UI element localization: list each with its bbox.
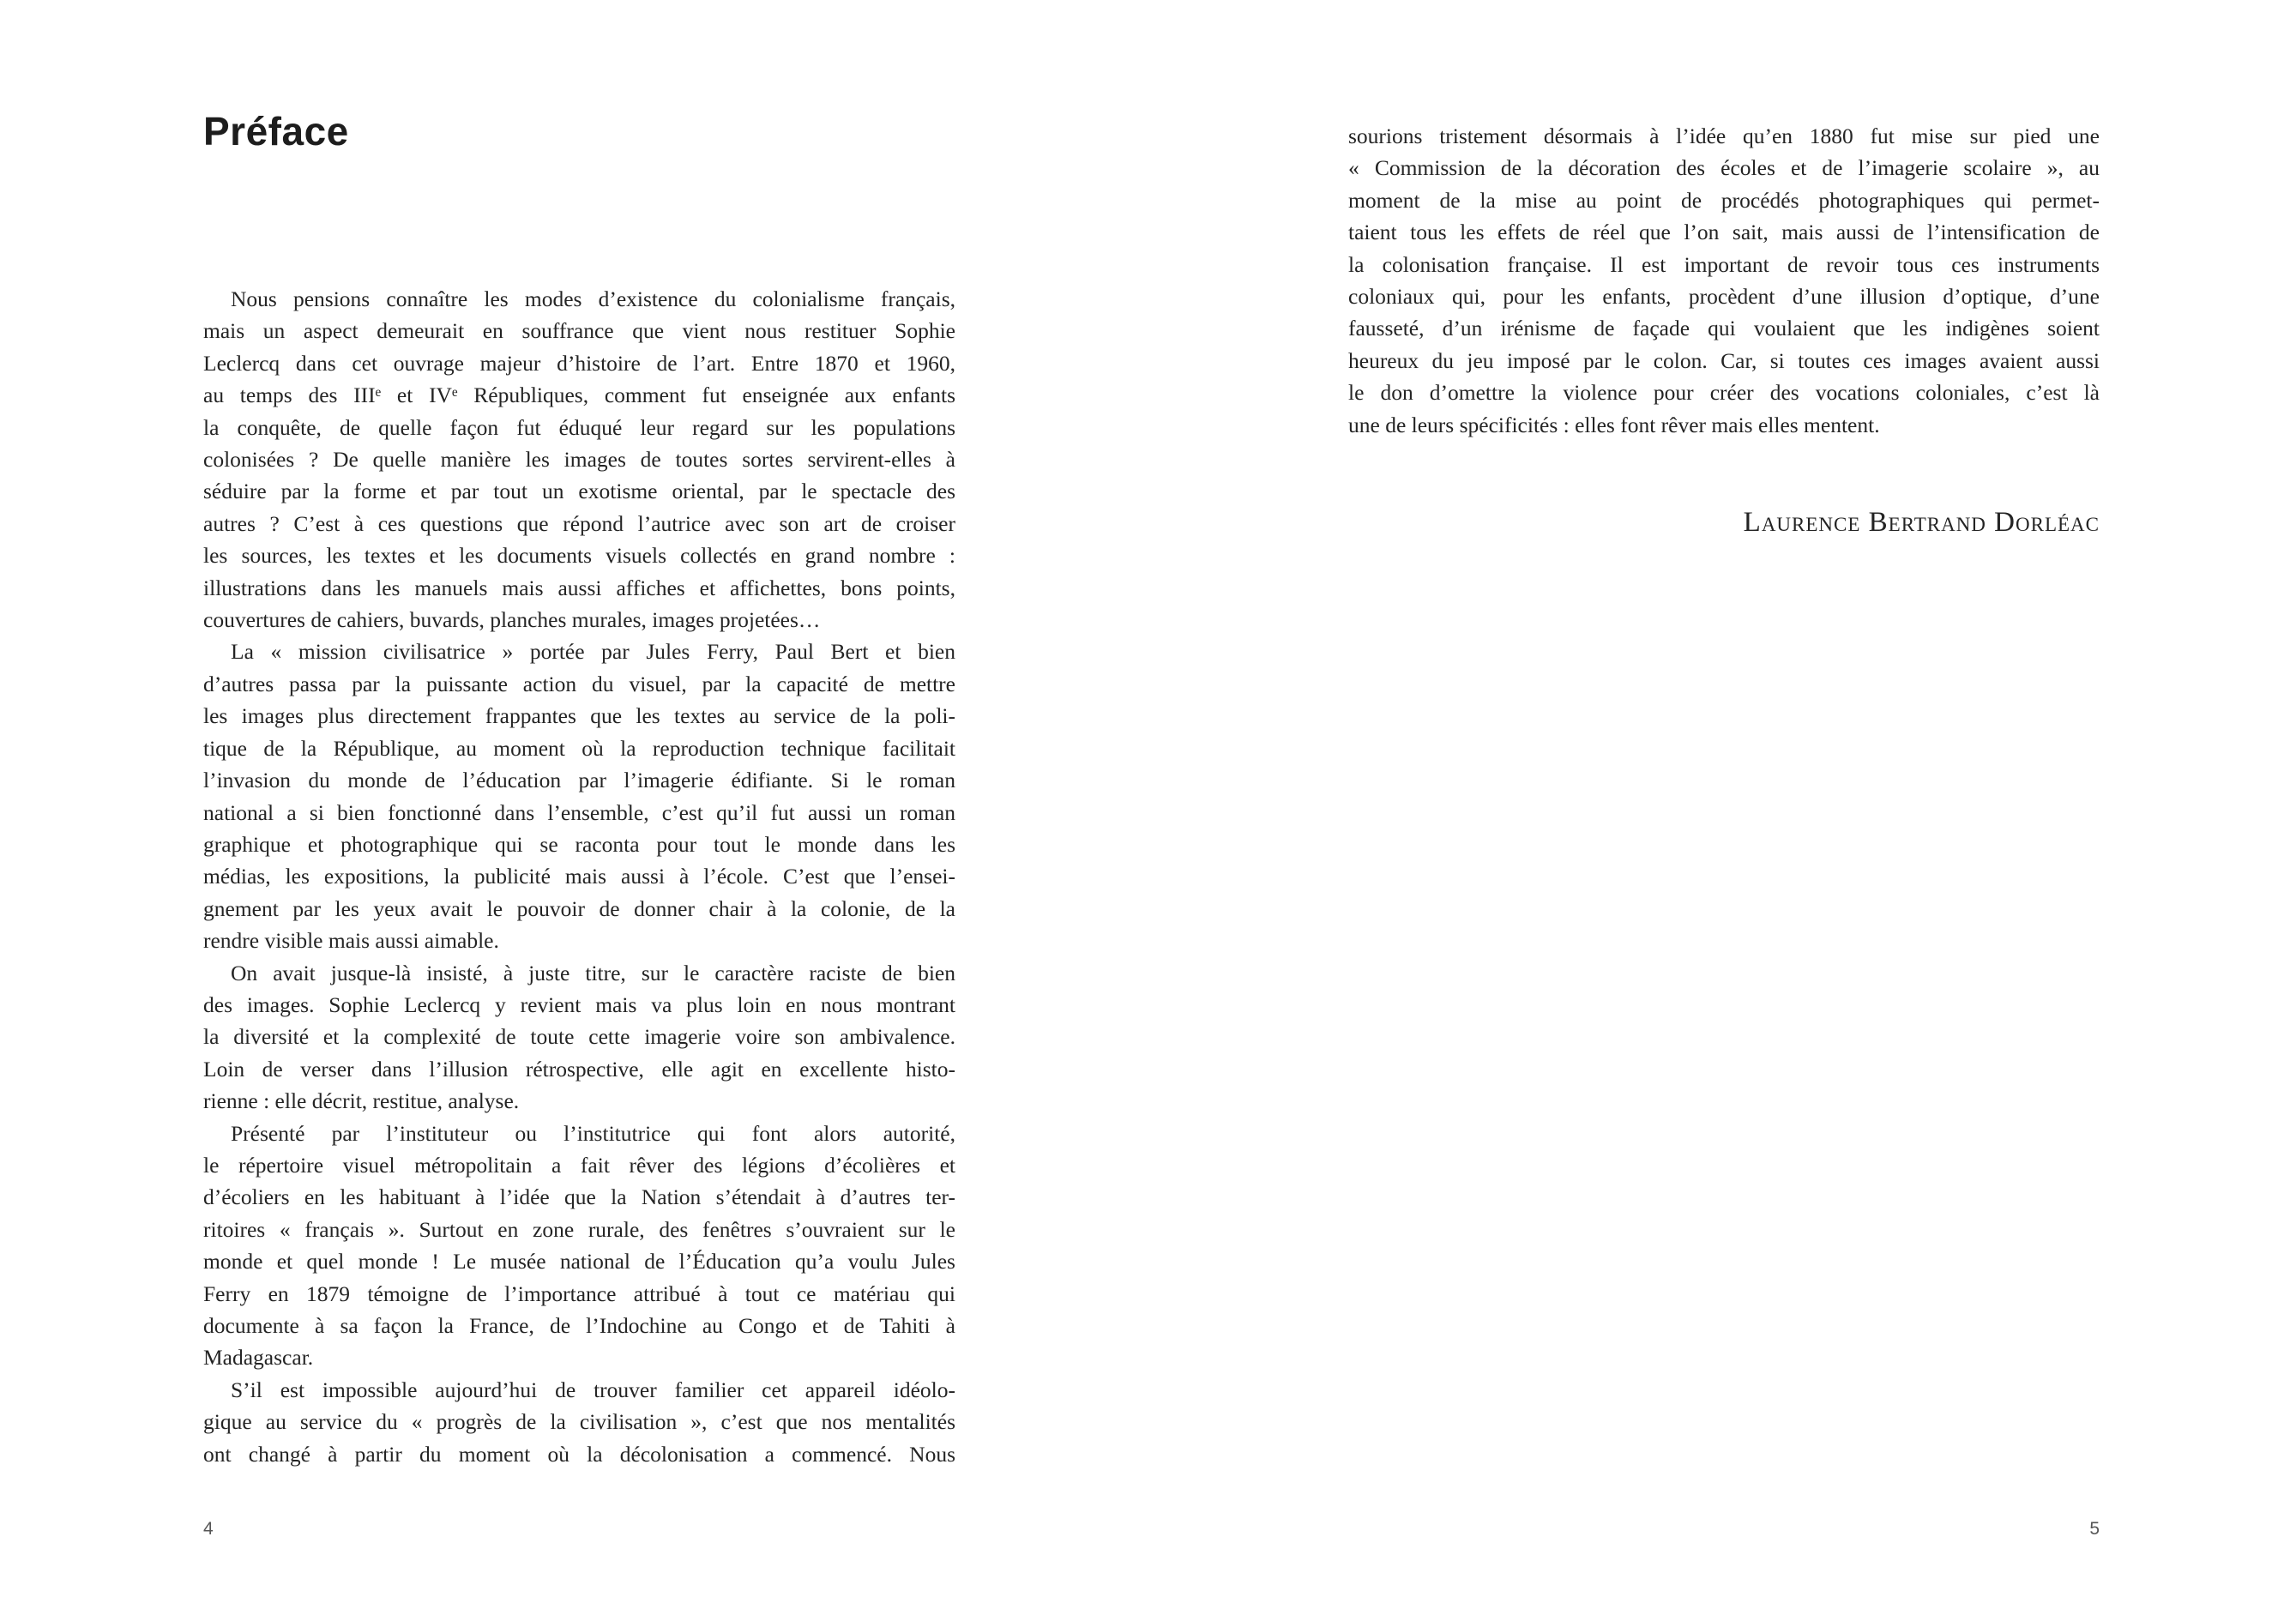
text-line: gique au service du « progrès de la civilisation », c’est que nos mentalités bbox=[203, 1409, 955, 1435]
text-line: Nous pensions connaître les modes d’existence du colonialisme français, bbox=[231, 286, 955, 311]
text-line: taient tous les effets de réel que l’on sait, mais aussi de l’intensification de bbox=[1348, 220, 2100, 245]
text-line: La « mission civilisatrice » portée par Jules Ferry, Paul Bert et bien bbox=[231, 639, 955, 665]
text-line: la diversité et la complexité de toute cette imagerie voire son ambivalence. bbox=[203, 1024, 955, 1050]
left-page-body bbox=[203, 283, 955, 1470]
text-line: ont changé à partir du moment où la décolonisation a commencé. Nous bbox=[203, 1441, 955, 1467]
page-number-left: 4 bbox=[203, 1519, 214, 1539]
text-line: le répertoire visuel métropolitain a fait rêver des légions d’écolières et bbox=[203, 1152, 955, 1178]
text-line: coloniaux qui, pour les enfants, procèdent d’une illusion d’optique, d’une bbox=[1348, 284, 2100, 310]
text-line: des images. Sophie Leclercq y revient mais va plus loin en nous montrant bbox=[203, 991, 955, 1017]
page-number-right: 5 bbox=[2089, 1519, 2100, 1539]
text-line: sourions tristement désormais à l’idée qu’en 1880 fut mise sur pied une bbox=[1348, 124, 2100, 148]
text-line: au temps des IIIᵉ et IVᵉ Républiques, comment fut enseignée aux enfants bbox=[203, 383, 955, 408]
page-title: Préface bbox=[203, 109, 349, 154]
text-line: colonisées ? De quelle manière les images de toutes sortes servirent-elles à bbox=[203, 447, 955, 473]
text-line: national a si bien fonctionné dans l’ensemble, c’est qu’il fut aussi un roman bbox=[203, 799, 955, 825]
text-line: tique de la République, au moment où la reproduction technique facilitait bbox=[203, 735, 955, 761]
text-line: monde et quel monde ! Le musée national de l’Éducation qu’a voulu Jules bbox=[203, 1249, 955, 1275]
text-line: une de leurs spécificités : elles font rêver mais elles mentent. bbox=[1348, 412, 1880, 437]
text-line: Présenté par l’instituteur ou l’institutrice qui font alors autorité, bbox=[231, 1120, 955, 1146]
text-line: séduire par la forme et par tout un exotisme oriental, par le spectacle des bbox=[203, 479, 955, 504]
text-line: d’autres passa par la puissante action du visuel, par la capacité de mettre bbox=[203, 671, 955, 696]
text-line: médias, les expositions, la publicité mais aussi à l’école. C’est que l’ensei- bbox=[203, 864, 955, 889]
text-line: les images plus directement frappantes que les textes au service de la poli- bbox=[203, 703, 955, 729]
text-line: graphique et photographique qui se raconta pour tout le monde dans les bbox=[203, 831, 955, 857]
text-line: les sources, les textes et les documents visuels collectés en grand nombre : bbox=[203, 543, 955, 569]
text-line: Ferry en 1879 témoigne de l’importance attribué à tout ce matériau qui bbox=[203, 1281, 955, 1306]
text-line: fausseté, d’un irénisme de façade qui voulaient que les indigènes soient bbox=[1348, 316, 2100, 341]
text-line: Leclercq dans cet ouvrage majeur d’histoire de l’art. Entre 1870 et 1960, bbox=[203, 350, 955, 376]
text-line: la conquête, de quelle façon fut éduqué leur regard sur les populations bbox=[203, 414, 955, 440]
text-line: gnement par les yeux avait le pouvoir de donner chair à la colonie, de la bbox=[203, 895, 955, 921]
text-line: Madagascar. bbox=[203, 1345, 314, 1371]
text-line: illustrations dans les manuels mais aussi affiches et affichettes, bons points, bbox=[203, 575, 955, 600]
text-line: d’écoliers en les habituant à l’idée que la Nation s’étendait à d’autres ter- bbox=[203, 1184, 955, 1210]
text-line: moment de la mise au point de procédés photographiques qui permet- bbox=[1348, 187, 2100, 213]
text-line: mais un aspect demeurait en souffrance que vient nous restituer Sophie bbox=[203, 318, 955, 344]
text-line: S’il est impossible aujourd’hui de trouver familier cet appareil idéolo- bbox=[231, 1377, 955, 1402]
text-line: « Commission de la décoration des écoles et de l’imagerie scolaire », au bbox=[1348, 155, 2100, 181]
right-page-body bbox=[1348, 120, 2100, 441]
text-line: autres ? C’est à ces questions que répond l’autrice avec son art de croiser bbox=[203, 510, 955, 536]
text-line: l’invasion du monde de l’éducation par l’imagerie édifiante. Si le roman bbox=[203, 768, 955, 793]
text-line: ritoires « français ». Surtout en zone rurale, des fenêtres s’ouvraient sur le bbox=[203, 1216, 955, 1242]
text-line: couvertures de cahiers, buvards, planches murales, images projetées… bbox=[203, 607, 821, 633]
text-line: documente à sa façon la France, de l’Indochine au Congo et de Tahiti à bbox=[203, 1313, 955, 1338]
text-line: rendre visible mais aussi aimable. bbox=[203, 928, 499, 954]
text-line: On avait jusque-là insisté, à juste titre, sur le caractère raciste de bien bbox=[231, 960, 955, 985]
text-line: Loin de verser dans l’illusion rétrospective, elle agit en excellente histo- bbox=[203, 1056, 955, 1082]
text-line: le don d’omettre la violence pour créer des vocations coloniales, c’est là bbox=[1348, 380, 2100, 406]
text-line: la colonisation française. Il est important de revoir tous ces instruments bbox=[1348, 251, 2100, 277]
signature: Laurence Bertrand Dorléac bbox=[1743, 507, 2100, 538]
text-line: heureux du jeu imposé par le colon. Car, si toutes ces images avaient aussi bbox=[1348, 347, 2100, 373]
text-line: rienne : elle décrit, restitue, analyse. bbox=[203, 1088, 520, 1114]
